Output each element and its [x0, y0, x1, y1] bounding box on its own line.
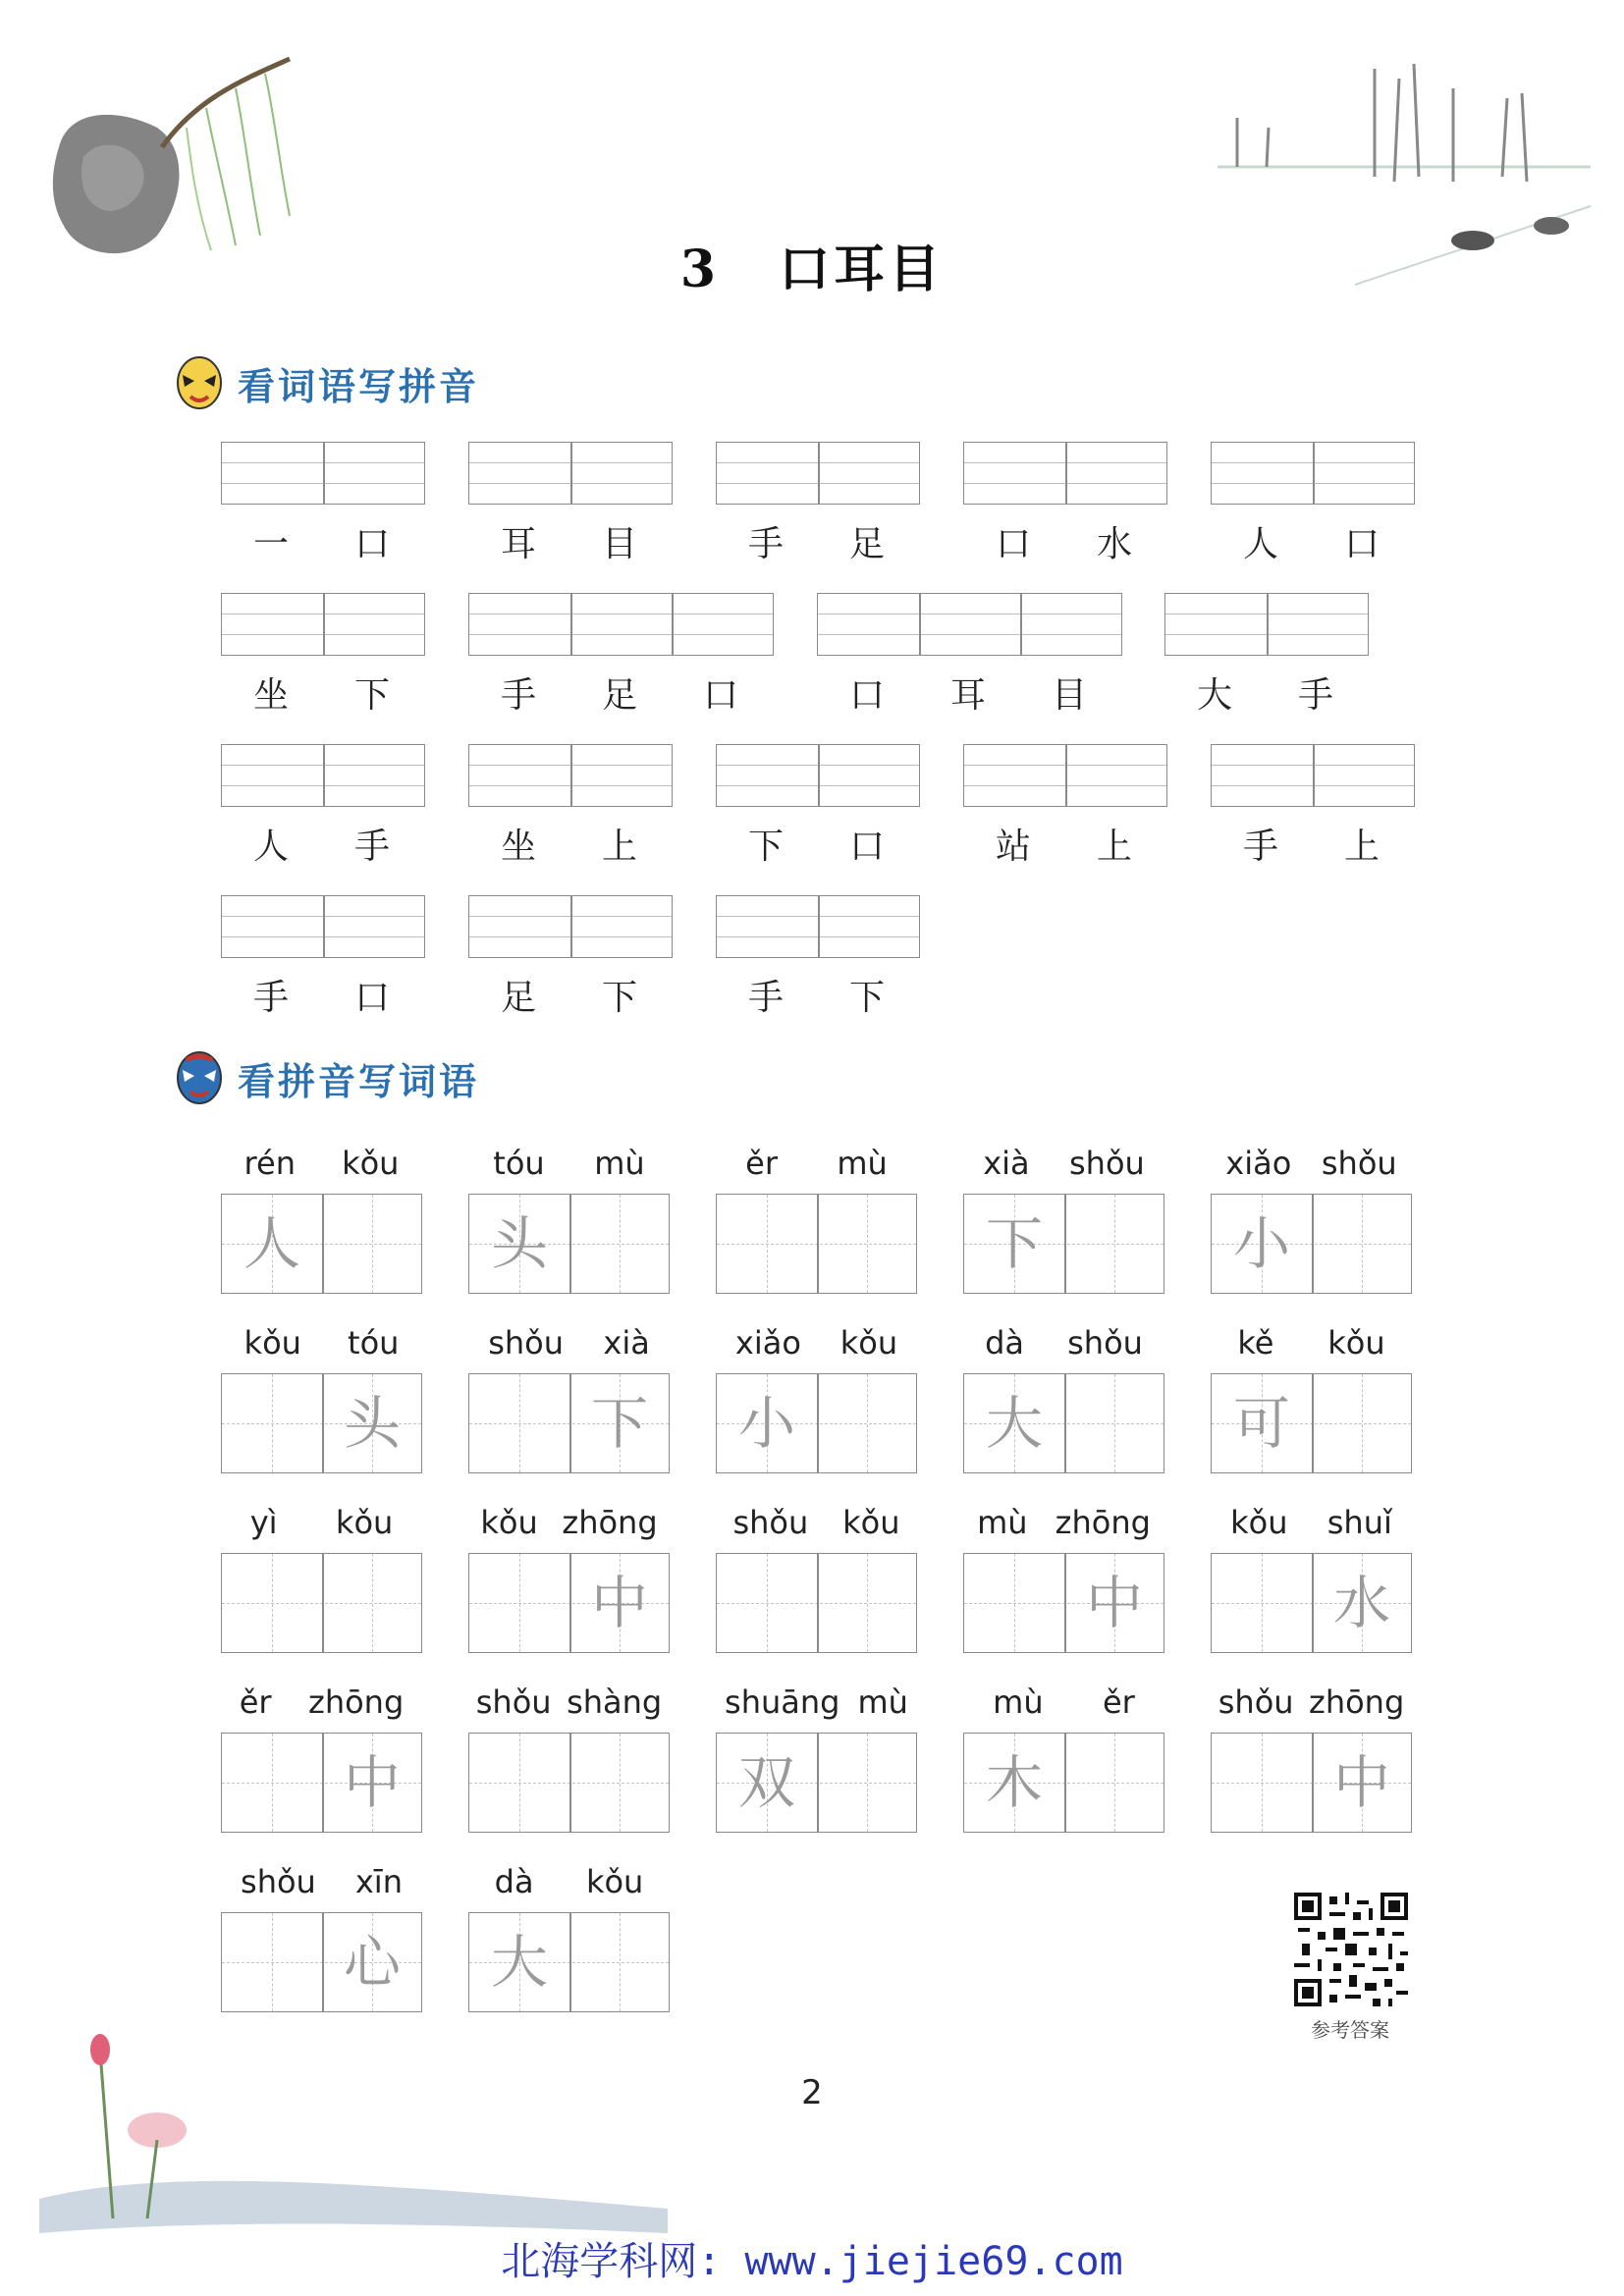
pinyin-syllable: dà [494, 1863, 534, 1900]
word-character: 手 [747, 978, 784, 1018]
pinyin-label [468, 1504, 670, 1541]
pinyin-syllable: kǒu [335, 1504, 394, 1541]
word-character: 口 [353, 524, 390, 564]
word-character: 下 [848, 978, 885, 1018]
tianzige-answer-box[interactable] [1211, 1373, 1412, 1473]
pinyin-label [468, 1683, 670, 1721]
pinyin-syllable: shǒu [241, 1863, 316, 1900]
tianzige-answer-box[interactable] [963, 1373, 1164, 1473]
pinyin-syllable: mù [837, 1145, 888, 1182]
trace-hint-character: 头 [343, 1390, 401, 1457]
word-character: 目 [601, 524, 637, 564]
pinyin-syllable: zhōng [1055, 1504, 1151, 1541]
pinyin-answer-box[interactable] [963, 442, 1167, 505]
tianzige-answer-box[interactable] [468, 1553, 670, 1653]
pinyin-answer-box[interactable] [468, 895, 673, 958]
word-character: 上 [601, 827, 637, 867]
pinyin-syllable: xīn [354, 1863, 403, 1900]
tianzige-answer-box[interactable] [221, 1553, 422, 1653]
pinyin-answer-box[interactable] [716, 744, 920, 807]
pinyin-label [221, 1504, 422, 1541]
tianzige-answer-box[interactable] [468, 1912, 670, 2012]
tianzige-answer-box[interactable] [1211, 1194, 1412, 1294]
pinyin-answer-box[interactable] [716, 895, 920, 958]
trace-hint-character: 中 [1332, 1749, 1390, 1816]
tianzige-answer-box[interactable] [1211, 1553, 1412, 1653]
pinyin-syllable: tóu [493, 1145, 545, 1182]
word-character: 手 [353, 827, 390, 867]
pinyin-label [716, 1683, 917, 1721]
trace-hint-character: 小 [737, 1390, 795, 1457]
pinyin-syllable: shǒu [1067, 1324, 1143, 1362]
word-character: 人 [252, 827, 289, 867]
tianzige-answer-box[interactable] [221, 1912, 422, 2012]
pinyin-syllable: rén [244, 1145, 296, 1182]
pinyin-syllable: mù [977, 1504, 1028, 1541]
tianzige-answer-box[interactable] [468, 1194, 670, 1294]
pinyin-syllable: kǒu [839, 1324, 898, 1362]
pinyin-syllable: shuāng [725, 1683, 840, 1721]
word-character: 水 [1096, 524, 1132, 564]
pinyin-syllable: kǒu [1327, 1324, 1385, 1362]
pinyin-answer-box[interactable] [468, 442, 673, 505]
tianzige-answer-box[interactable] [221, 1373, 422, 1473]
qr-code[interactable] [1294, 1893, 1408, 2006]
section-title-pinyin: 看词语写拼音 [238, 364, 480, 408]
pinyin-syllable: xiǎo [734, 1324, 801, 1362]
pinyin-answer-box[interactable] [1211, 442, 1415, 505]
pinyin-syllable: shuǐ [1326, 1504, 1392, 1541]
tianzige-answer-box[interactable] [221, 1194, 422, 1294]
pinyin-answer-box[interactable] [817, 593, 1122, 656]
pinyin-answer-box[interactable] [1164, 593, 1369, 656]
qr-caption: 参考答案 [1311, 2018, 1389, 2042]
section-header-words [175, 1050, 479, 1105]
tianzige-answer-box[interactable] [963, 1194, 1164, 1294]
pinyin-syllable: zhōng [308, 1683, 405, 1721]
lotus-illustration [39, 2022, 668, 2248]
word-character: 手 [1242, 827, 1278, 867]
pinyin-answer-box[interactable] [963, 744, 1167, 807]
trace-hint-character: 大 [490, 1929, 548, 1996]
word-character: 大 [1196, 675, 1232, 716]
opera-mask-icon [175, 1050, 224, 1105]
pinyin-label [1211, 1504, 1412, 1541]
pinyin-syllable: shǒu [475, 1683, 552, 1721]
pinyin-syllable: shàng [567, 1683, 663, 1721]
pinyin-syllable: xià [983, 1145, 1030, 1182]
pinyin-syllable: shǒu [1321, 1145, 1397, 1182]
pinyin-syllable: kǒu [342, 1145, 400, 1182]
pinyin-syllable: zhōng [1309, 1683, 1405, 1721]
word-character: 坐 [252, 675, 289, 716]
word-character: 下 [353, 675, 390, 716]
pinyin-syllable: shǒu [1218, 1683, 1294, 1721]
word-character: 口 [848, 675, 885, 716]
word-character: 上 [1343, 827, 1380, 867]
pinyin-answer-box[interactable] [221, 895, 425, 958]
pinyin-syllable: ěr [1102, 1683, 1135, 1721]
pinyin-answer-box[interactable] [468, 593, 774, 656]
pinyin-syllable: kǒu [1230, 1504, 1288, 1541]
pinyin-answer-box[interactable] [221, 442, 425, 505]
tianzige-answer-box[interactable] [468, 1373, 670, 1473]
pinyin-syllable: kǒu [480, 1504, 538, 1541]
page-number: 2 [801, 2073, 823, 2112]
footer-website[interactable]: 北海学科网: www.jiejie69.com [501, 2239, 1123, 2284]
trace-hint-character: 小 [1232, 1210, 1290, 1277]
pinyin-syllable: shǒu [1069, 1145, 1145, 1182]
pinyin-label [716, 1324, 917, 1362]
word-character: 下 [601, 978, 637, 1018]
tianzige-answer-box[interactable] [1211, 1733, 1412, 1833]
pinyin-syllable: mù [594, 1145, 645, 1182]
pinyin-label [716, 1504, 917, 1541]
pinyin-label [1211, 1145, 1412, 1182]
pinyin-syllable: mù [857, 1683, 908, 1721]
pinyin-answer-box[interactable] [221, 744, 425, 807]
pinyin-label [963, 1145, 1164, 1182]
word-character: 手 [500, 675, 536, 716]
pinyin-label [716, 1145, 917, 1182]
pinyin-label [468, 1863, 670, 1900]
word-character: 人 [1242, 524, 1278, 564]
pinyin-syllable: kǒu [585, 1863, 644, 1900]
tianzige-answer-box[interactable] [963, 1733, 1164, 1833]
pinyin-answer-box[interactable] [1211, 744, 1415, 807]
trace-hint-character: 中 [343, 1749, 401, 1816]
pinyin-syllable: xiǎo [1225, 1145, 1292, 1182]
pinyin-syllable: yì [249, 1504, 278, 1541]
word-character: 目 [1051, 675, 1087, 716]
tianzige-answer-box[interactable] [716, 1553, 917, 1653]
pinyin-label [1211, 1324, 1412, 1362]
pinyin-label [468, 1324, 670, 1362]
section-header-pinyin [175, 355, 479, 410]
pinyin-label [963, 1683, 1164, 1721]
word-character: 手 [252, 978, 289, 1018]
pinyin-label [221, 1324, 422, 1362]
word-character: 足 [500, 978, 536, 1018]
trace-hint-character: 中 [590, 1570, 648, 1636]
trace-hint-character: 可 [1232, 1390, 1290, 1457]
pinyin-answer-box[interactable] [716, 442, 920, 505]
word-character: 下 [747, 827, 784, 867]
pinyin-syllable: kǒu [842, 1504, 900, 1541]
tianzige-answer-box[interactable] [716, 1194, 917, 1294]
trace-hint-character: 心 [343, 1929, 401, 1996]
pinyin-syllable: dà [985, 1324, 1024, 1362]
pinyin-label [963, 1324, 1164, 1362]
word-character: 一 [252, 524, 289, 564]
word-character: 耳 [949, 675, 986, 716]
tianzige-answer-box[interactable] [716, 1373, 917, 1473]
tianzige-answer-box[interactable] [716, 1733, 917, 1833]
pinyin-label [1211, 1683, 1412, 1721]
trace-hint-character: 下 [985, 1210, 1043, 1277]
tianzige-answer-box[interactable] [963, 1553, 1164, 1653]
trace-hint-character: 下 [590, 1390, 648, 1457]
word-character: 口 [1343, 524, 1380, 564]
pinyin-syllable: shǒu [488, 1324, 564, 1362]
pinyin-label [221, 1145, 422, 1182]
word-character: 坐 [500, 827, 536, 867]
pinyin-syllable: shǒu [732, 1504, 809, 1541]
tianzige-answer-box[interactable] [468, 1733, 670, 1833]
trace-hint-character: 中 [1085, 1570, 1143, 1636]
pinyin-label [468, 1145, 670, 1182]
pinyin-label [221, 1683, 422, 1721]
lesson-title: 3 口耳目 [679, 240, 945, 299]
pinyin-syllable: mù [993, 1683, 1044, 1721]
word-character: 足 [601, 675, 637, 716]
word-character: 足 [848, 524, 885, 564]
word-character: 口 [995, 524, 1031, 564]
trace-hint-character: 大 [985, 1390, 1043, 1457]
word-character: 口 [353, 978, 390, 1018]
pinyin-label [963, 1504, 1164, 1541]
opera-mask-icon [175, 355, 224, 410]
pinyin-syllable: tóu [348, 1324, 400, 1362]
trace-hint-character: 双 [737, 1749, 795, 1816]
section-title-words: 看拼音写词语 [238, 1059, 480, 1103]
pinyin-syllable: kě [1237, 1324, 1274, 1362]
pinyin-label [221, 1863, 422, 1900]
word-character: 手 [1297, 675, 1333, 716]
trace-hint-character: 水 [1332, 1570, 1390, 1636]
pinyin-syllable: kǒu [244, 1324, 301, 1362]
pinyin-syllable: ěr [745, 1145, 779, 1182]
trace-hint-character: 头 [490, 1210, 548, 1277]
pinyin-syllable: ěr [239, 1683, 272, 1721]
word-character: 上 [1096, 827, 1132, 867]
pinyin-syllable: xià [603, 1324, 650, 1362]
pinyin-answer-box[interactable] [468, 744, 673, 807]
pinyin-answer-box[interactable] [221, 593, 425, 656]
word-character: 站 [995, 827, 1031, 867]
trace-hint-character: 人 [243, 1210, 300, 1277]
tianzige-answer-box[interactable] [221, 1733, 422, 1833]
word-character: 手 [747, 524, 784, 564]
word-character: 口 [702, 675, 738, 716]
trace-hint-character: 木 [985, 1749, 1043, 1816]
word-character: 耳 [500, 524, 536, 564]
pinyin-syllable: zhōng [562, 1504, 658, 1541]
word-character: 口 [848, 827, 885, 867]
